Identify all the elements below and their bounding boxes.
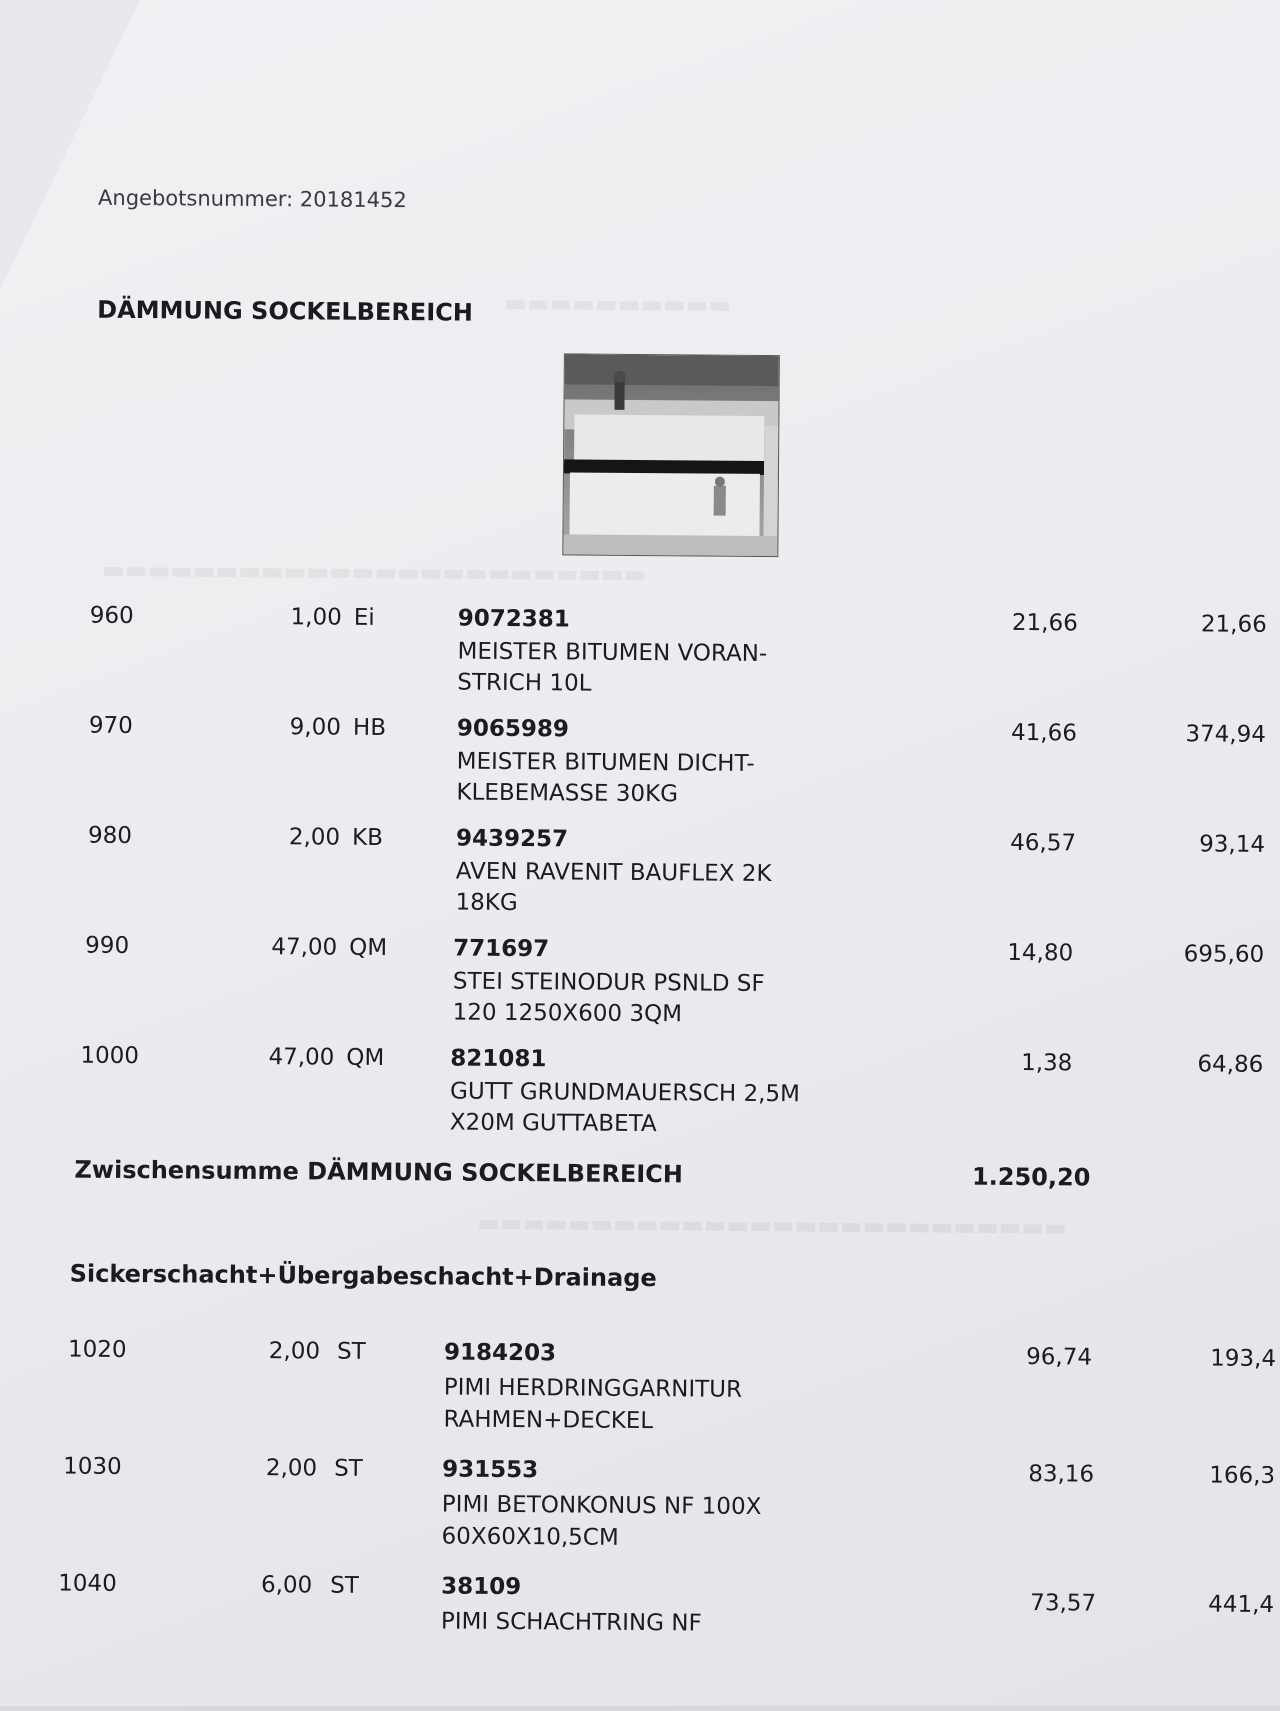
item-description-line2: STRICH 10L [457, 669, 592, 697]
item-unit-price: 83,16 [1028, 1461, 1095, 1488]
item-unit: QM [346, 1044, 385, 1071]
line-item [0, 1570, 1274, 1690]
item-position: 960 [89, 602, 134, 630]
subtotal-label: Zwischensumme DÄMMUNG SOCKELBEREICH [74, 1155, 684, 1189]
item-description-line1: MEISTER BITUMEN DICHT- [456, 748, 755, 777]
bleed-through-mark: ▬▬▬▬▬▬▬▬▬▬▬▬▬▬▬▬▬▬▬▬▬▬▬▬ [102, 555, 647, 589]
section-title-sickerschacht: Sickerschacht+Übergabeschacht+Drainage [69, 1259, 657, 1293]
item-description-line1: GUTT GRUNDMAUERSCH 2,5M [449, 1078, 801, 1108]
item-position: 1040 [58, 1570, 117, 1597]
line-item [1, 602, 1280, 722]
item-position: 1000 [80, 1042, 140, 1070]
line-item [0, 932, 1279, 1052]
item-description-line2: 60X60X10,5CM [441, 1523, 619, 1551]
item-unit-price: 46,57 [1010, 829, 1077, 857]
item-total: 695,60 [1183, 941, 1265, 968]
item-unit-price: 96,74 [1026, 1344, 1093, 1371]
item-quantity: 47,00 [271, 934, 338, 961]
item-position: 1020 [67, 1336, 127, 1363]
item-unit: HB [352, 714, 387, 742]
photo-construction-site-image [563, 354, 779, 556]
item-description-line1: AVEN RAVENIT BAUFLEX 2K [455, 858, 772, 888]
item-description-line2: X20M GUTTABETA [449, 1109, 657, 1138]
item-unit: KB [351, 824, 384, 851]
item-article-number: 771697 [453, 935, 550, 963]
item-total: 93,14 [1199, 831, 1266, 858]
item-article-number: 9072381 [457, 605, 570, 633]
item-unit-price: 1,38 [1021, 1050, 1073, 1077]
item-total: 21,66 [1200, 611, 1267, 638]
line-item [0, 822, 1280, 942]
offer-number-line [98, 186, 407, 212]
line-item [0, 1042, 1278, 1162]
item-description-line1: STEI STEINODUR PSNLD SF [452, 968, 765, 997]
bleed-through-mark: ▬▬▬▬▬▬▬▬▬▬▬▬▬▬▬▬▬▬▬▬▬▬▬▬▬▬ [476, 1208, 1067, 1242]
section-title-daemmung: DÄMMUNG SOCKELBEREICH [97, 295, 473, 327]
bleed-through-mark: ▬▬▬▬▬▬▬▬▬▬ [504, 288, 732, 319]
item-total: 374,94 [1185, 721, 1267, 748]
item-quantity: 1,00 [290, 604, 342, 631]
subtotal-value: 1.250,20 [971, 1162, 1091, 1192]
item-article-number: 9065989 [456, 715, 570, 743]
item-total: 64,86 [1197, 1051, 1264, 1078]
item-quantity: 2,00 [268, 1338, 321, 1365]
item-description-line2: KLEBEMASSE 30KG [456, 779, 679, 808]
item-position: 980 [87, 822, 133, 850]
item-unit-price: 41,66 [1010, 719, 1078, 747]
item-article-number: 821081 [450, 1045, 547, 1073]
item-quantity: 47,00 [268, 1044, 335, 1071]
item-total: 441,4 [1208, 1591, 1275, 1619]
item-description-line1: PIMI HERDRINGGARNITUR [443, 1374, 743, 1403]
item-description-line1: MEISTER BITUMEN VORAN- [457, 638, 768, 667]
item-total: 166,3 [1209, 1462, 1276, 1490]
item-unit: ST [334, 1455, 363, 1482]
item-unit-price: 73,57 [1030, 1590, 1097, 1617]
item-quantity: 6,00 [260, 1572, 313, 1599]
offer-number-value: 20181452 [299, 187, 407, 213]
item-quantity: 2,00 [265, 1455, 318, 1482]
item-position: 1030 [63, 1453, 122, 1480]
item-description-line1: PIMI SCHACHTRING NF [440, 1608, 702, 1637]
item-unit: ST [330, 1572, 359, 1599]
item-article-number: 931553 [442, 1456, 539, 1484]
line-item [0, 1336, 1276, 1456]
line-item [0, 1453, 1275, 1573]
item-article-number: 38109 [441, 1573, 522, 1601]
item-unit-price: 21,66 [1011, 609, 1078, 637]
product-photo [562, 353, 780, 557]
item-total: 193,4 [1210, 1345, 1277, 1373]
item-unit: Ei [353, 604, 375, 631]
item-unit: QM [349, 934, 388, 962]
item-description-line2: 18KG [455, 889, 518, 917]
item-position: 990 [85, 932, 130, 959]
item-quantity: 9,00 [289, 714, 342, 741]
item-article-number: 9184203 [443, 1339, 557, 1367]
item-description-line2: RAHMEN+DECKEL [443, 1406, 654, 1435]
item-unit: ST [336, 1338, 366, 1365]
line-item [0, 712, 1280, 832]
item-quantity: 2,00 [288, 824, 341, 851]
item-unit-price: 14,80 [1007, 939, 1074, 967]
offer-number-label: Angebotsnummer: [98, 185, 294, 212]
item-article-number: 9439257 [455, 825, 569, 853]
item-description-line2: 120 1250X600 3QM [452, 999, 683, 1028]
item-description-line1: PIMI BETONKONUS NF 100X [441, 1491, 762, 1520]
item-position: 970 [88, 712, 133, 740]
